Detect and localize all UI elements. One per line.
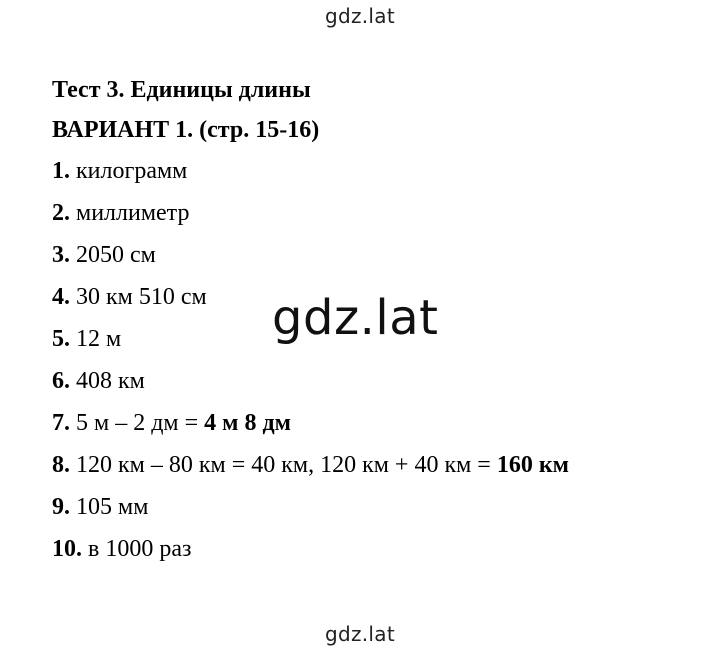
answer-text: 120 км – 80 км = 40 км, 120 км + 40 км = (76, 452, 497, 478)
answer-text: 2050 см (76, 242, 156, 268)
answer-item-3 (52, 234, 692, 276)
answer-number: 2. (52, 200, 70, 226)
answer-text: 12 м (76, 326, 122, 352)
watermark-top: gdz.lat (324, 4, 395, 28)
answer-text: килограмм (76, 158, 188, 184)
answer-number: 9. (52, 494, 70, 520)
answer-number: 1. (52, 158, 70, 184)
answer-number: 6. (52, 368, 70, 394)
answer-text: миллиметр (76, 200, 190, 226)
answer-text: 5 м – 2 дм = (76, 410, 205, 436)
answer-text: 105 мм (76, 494, 149, 520)
watermark-center: gdz.lat (272, 290, 439, 346)
answer-item-9 (52, 486, 692, 528)
answer-result: 160 км (496, 452, 570, 478)
answer-item-8 (52, 444, 692, 486)
answer-number: 8. (52, 452, 70, 478)
answer-item-10 (52, 528, 692, 570)
answer-item-6 (52, 360, 692, 402)
variant-title: ВАРИАНТ 1. (стр. 15-16) (52, 117, 320, 143)
answer-number: 3. (52, 242, 70, 268)
answer-text: 408 км (76, 368, 145, 394)
answer-text: 30 км 510 см (76, 284, 207, 310)
answer-result: 4 м 8 дм (204, 410, 291, 436)
answer-number: 10. (52, 536, 82, 562)
answer-number: 7. (52, 410, 70, 436)
answer-item-2 (52, 192, 692, 234)
answer-text: в 1000 раз (88, 536, 192, 562)
test-title: Тест 3. Единицы длины (52, 77, 311, 103)
answer-number: 5. (52, 326, 70, 352)
answer-item-7 (52, 402, 692, 444)
watermark-bottom: gdz.lat (324, 622, 395, 646)
answer-item-1 (52, 150, 692, 192)
answer-number: 4. (52, 284, 70, 310)
